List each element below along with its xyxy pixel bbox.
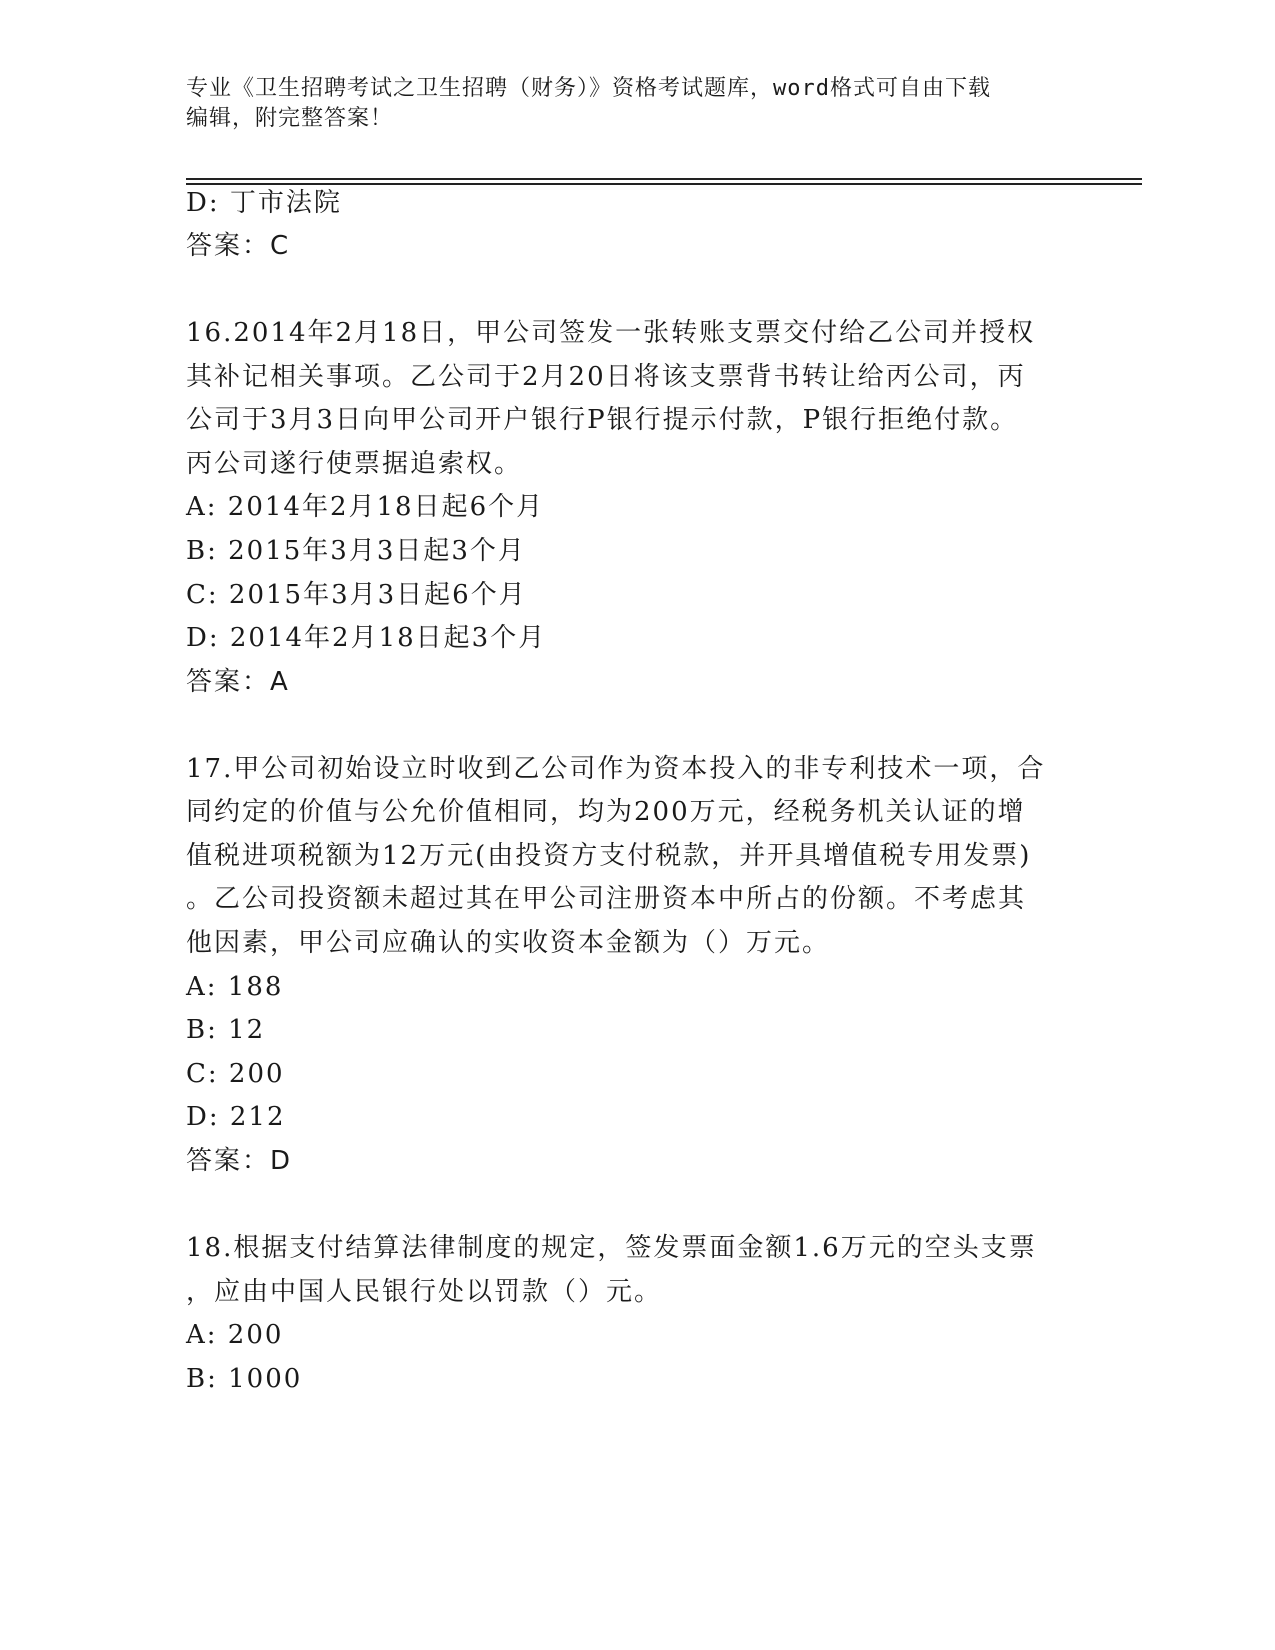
prev-option-d: D: 丁市法院 — [186, 188, 342, 218]
q17-stem-line: 他因素，甲公司应确认的实收资本金额为（）万元。 — [186, 928, 831, 958]
q16-option-c: C: 2015年3月3日起6个月 — [186, 580, 527, 610]
q17-option-c: C: 200 — [186, 1059, 285, 1089]
header-line-2: 编辑，附完整答案！ — [186, 106, 394, 131]
q16-option-a: A: 2014年2月18日起6个月 — [186, 492, 545, 522]
q17-option-b: B: 12 — [186, 1015, 266, 1045]
header-rule-top — [186, 178, 1142, 180]
q16-stem-line: 其补记相关事项。乙公司于2月20日将该支票背书转让给丙公司，丙 — [186, 362, 1026, 392]
q16-answer: 答案：A — [186, 667, 290, 697]
q17-option-a: A: 188 — [186, 972, 284, 1002]
header-line-1: 专业《卫生招聘考试之卫生招聘（财务）》资格考试题库，word格式可自由下载 — [186, 76, 991, 101]
q18-option-a: A: 200 — [186, 1320, 284, 1350]
q18-option-b: B: 1000 — [186, 1364, 303, 1394]
prev-answer: 答案：C — [186, 231, 291, 261]
q17-option-d: D: 212 — [186, 1102, 286, 1132]
q16-stem-line: 16.2014年2月18日，甲公司签发一张转账支票交付给乙公司并授权 — [186, 318, 1036, 348]
header-rule-bottom — [186, 183, 1142, 185]
q17-stem-line: 同约定的价值与公允价值相同，均为200万元，经税务机关认证的增 — [186, 797, 1026, 827]
q18-stem-line: ，应由中国人民银行处以罚款（）元。 — [186, 1277, 663, 1307]
q16-option-b: B: 2015年3月3日起3个月 — [186, 536, 526, 566]
q17-answer: 答案：D — [186, 1146, 293, 1176]
q16-option-d: D: 2014年2月18日起3个月 — [186, 623, 547, 653]
q16-stem-line: 丙公司遂行使票据追索权。 — [186, 449, 523, 479]
document-header — [186, 74, 1086, 134]
q16-stem-line: 公司于3月3日向甲公司开户银行P银行提示付款，P银行拒绝付款。 — [186, 405, 1019, 435]
q17-stem-line: 。乙公司投资额未超过其在甲公司注册资本中所占的份额。不考虑其 — [186, 884, 1027, 914]
q17-stem-line: 值税进项税额为12万元(由投资方支付税款，并开具增值税专用发票) — [186, 841, 1032, 871]
q18-stem-line: 18.根据支付结算法律制度的规定，签发票面金额1.6万元的空头支票 — [186, 1233, 1037, 1263]
q17-stem-line: 17.甲公司初始设立时收到乙公司作为资本投入的非专利技术一项，合 — [186, 754, 1046, 784]
